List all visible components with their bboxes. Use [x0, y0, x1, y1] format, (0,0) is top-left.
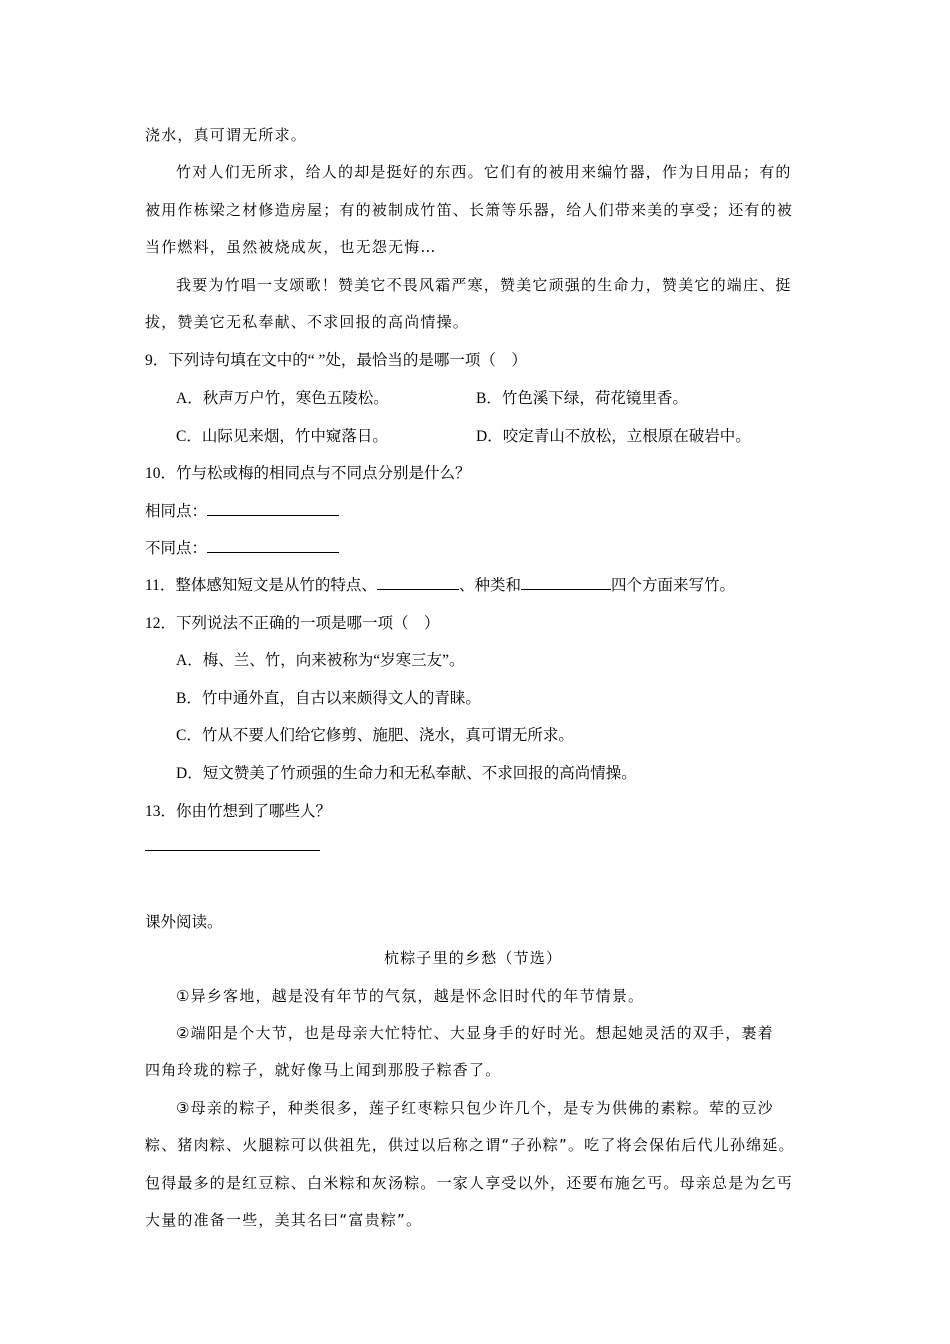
- passage-line: ②端阳是个大节，也是母亲大忙特忙、大显身手的好时光。想起她灵活的双手，裹着: [176, 1024, 774, 1042]
- answer-line[interactable]: [145, 850, 320, 851]
- option-d: D．咬定青山不放松，立根原在破岩中。: [476, 428, 751, 445]
- passage-line: 被用作栋梁之材修造房屋；有的被制成竹笛、长箫等乐器，给人们带来美的享受；还有的被: [145, 201, 794, 219]
- passage-line: ③母亲的粽子，种类很多，莲子红枣粽只包少许几个，是专为供佛的素粽。荤的豆沙: [176, 1099, 774, 1117]
- option-b: B．竹色溪下绿，荷花镜里香。: [476, 390, 688, 407]
- passage-line: 四角玲珑的粽子，就好像马上闻到那股子粽香了。: [145, 1061, 502, 1079]
- option-c: C．竹从不要人们给它修剪、施肥、浇水，真可谓无所求。: [176, 727, 574, 744]
- passage-line: 粽、猪肉粽、火腿粽可以供祖先，供过以后称之谓“子孙粽”。吃了将会保佑后代儿孙绵延。: [145, 1136, 795, 1154]
- question-stem: 10．竹与松或梅的相同点与不同点分别是什么？: [145, 465, 471, 482]
- same-point-row: [145, 499, 339, 521]
- option-b: B．竹中通外直，自古以来颇得文人的青睐。: [176, 690, 481, 707]
- stem-part: 、种类和: [458, 577, 521, 594]
- answer-blank[interactable]: [521, 588, 611, 590]
- passage-line: 大量的准备一些，美其名曰“富贵粽”。: [145, 1211, 423, 1229]
- passage-line: 我要为竹唱一支颂歌！赞美它不畏风霜严寒，赞美它顽强的生命力，赞美它的端庄、挺: [176, 276, 792, 294]
- option-a: A．梅、兰、竹，向来被称为“岁寒三友”。: [176, 652, 465, 669]
- passage-line: 竹对人们无所求，给人的却是挺好的东西。它们有的被用来编竹器，作为日用品；有的: [176, 163, 792, 181]
- answer-blank[interactable]: [207, 551, 339, 553]
- answer-blank[interactable]: [207, 514, 339, 516]
- answer-blank[interactable]: [377, 588, 459, 590]
- passage-line: 当作燃料，虽然被烧成灰，也无怨无悔…: [145, 238, 437, 256]
- passage-line: 浇水，真可谓无所求。: [145, 126, 308, 144]
- stem-part: 四个方面来写竹。: [610, 577, 735, 594]
- diff-point-row: [145, 536, 339, 558]
- option-d: D．短文赞美了竹顽强的生命力和无私奉献、不求回报的高尚情操。: [176, 765, 637, 782]
- question-stem: 13．你由竹想到了哪些人？: [145, 803, 332, 820]
- question-stem: [145, 573, 735, 595]
- same-point-label: 相同点：: [145, 503, 208, 520]
- passage-line: ①异乡客地，越是没有年节的气氛，越是怀念旧时代的年节情景。: [176, 987, 645, 1005]
- section-heading: 课外阅读。: [145, 914, 223, 931]
- question-stem: 12．下列说法不正确的一项是哪一项（ ）: [145, 615, 440, 632]
- option-c: C．山际见来烟，竹中窥落日。: [176, 428, 388, 445]
- passage-line: 包得最多的是红豆粽、白米粽和灰汤粽。一家人享受以外，还要布施乞丐。母亲总是为乞丐: [145, 1174, 794, 1192]
- stem-part: 11．整体感知短文是从竹的特点、: [145, 577, 377, 594]
- question-stem: 9．下列诗句填在文中的“ ”处，最恰当的是哪一项（ ）: [145, 352, 527, 369]
- diff-point-label: 不同点：: [145, 540, 208, 557]
- passage-line: 拔，赞美它无私奉献、不求回报的高尚情操。: [145, 313, 470, 331]
- option-a: A．秋声万户竹，寒色五陵松。: [176, 390, 389, 407]
- passage-title: 杭粽子里的乡愁（节选）: [384, 949, 563, 967]
